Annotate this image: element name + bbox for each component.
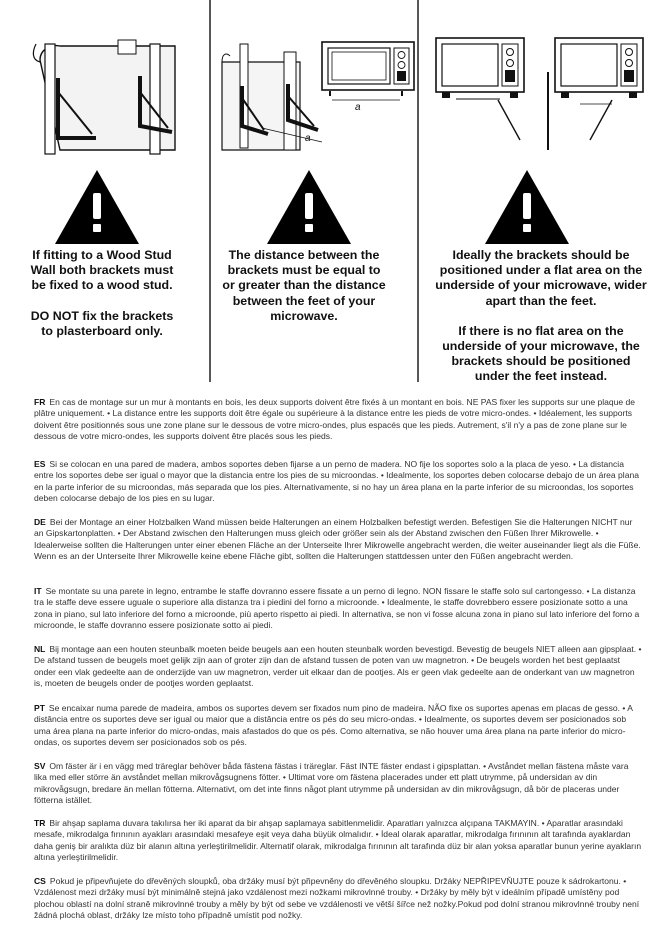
lang-text: Se montate su una parete in legno, entrambe le staffe dovranno essere fissate a un perno di legno. NON fissare le staffe solo sul cartongesso. • La distanza tra le staffe deve essere uguale o superiore alla distanza tra i piedini del forno a microonde. • Idealmente, le staffe dovrebbero essere posizionate sotto a una zona in piano, sul lato inferiore del forno a microonde, più aperto rispetto ai piedi. In alternativa, se non vi fosse alcuna zona in piano sul lato inferiore del forno a microonde, le staffe dovranno essere posizionate sotto ai piedi. bbox=[34, 586, 640, 631]
panel-3-paragraph-2: If there is no flat area on the underside of your microwave, the brackets should be positioned under the feet instead. bbox=[442, 323, 640, 384]
panel-3-paragraph-1: Ideally the brackets should be positioned under a flat area on the underside of your microwave, wider apart than the feet. bbox=[435, 248, 647, 308]
translation-it bbox=[34, 586, 642, 632]
lang-code: SV bbox=[34, 761, 46, 771]
lang-code: ES bbox=[34, 459, 46, 469]
lang-code: DE bbox=[34, 517, 46, 527]
translation-sv bbox=[34, 761, 642, 807]
lang-text: Pokud je připevňujete do dřevěných sloupků, oba držáky musí být připevněny do dřevěného sloupku. Držáky NEPŘIPEVŇUJTE pouze k sádrokartonu. • Vzdálenost mezi držáky musí být minimálně stejná jako vzdálenost mezi nožkami mikrovlnné trouby. • Držáky by měly být v ideálním případě umístěny pod plochou oblastí na dolní straně mikrovlnné trouby a měly by být od sebe ve vzdálenosti ve větší šířce než nožky.Pokud pod dolní stranou mikrovlnné trouby není žádná plochá oblast, držáky lze místo toho případně umístit pod nožky. bbox=[34, 876, 640, 921]
lang-code: TR bbox=[34, 818, 46, 828]
lang-text: Om fäster är i en vägg med träreglar behöver båda fästena fästas i träreglar. Fäst INTE fäster endast i gipsplattan. • Avståndet mellan fästena måste vara lika med eller större än avståndet mellan mikrovågsugnens fötter. • Ultimat vore om fästena placerades under ett platt utrymme, på undersidan av din mikrovågsugn, bredare än mellan fötterna. Alternativt, om det inte finns något plant utrymme på undersidan av din mikrovågsugn, då bör de placeras under fötterna istället. bbox=[34, 761, 629, 806]
panel-1-paragraph-1: If fitting to a Wood Stud Wall both brackets must be fixed to a wood stud. bbox=[30, 248, 174, 293]
lang-code: PT bbox=[34, 703, 45, 713]
wall-stud-illustration bbox=[33, 40, 175, 154]
panel-2-text bbox=[220, 248, 388, 339]
lang-text: Bir ahşap saplama duvara takılırsa her iki aparat da bir ahşap saplamaya sabitlenmelidir. Aparatları yalnızca alçıpana TAKMAYIN. • Aparatlar arasındaki mesafe, mikrodalga fırınının ayakları arasındaki mesafeye eşit veya daha büyük olmalıdır. • İdeal olarak aparatlar, mikrodalga fırınının alt tarafında ayaklardan daha geniş bir aralıkta düz bir alanın altına yerleştirilmelidir. Alternatif olarak, mikrodalga fırınının alt tarafında düz bir alan yoksa aparatlar bunun yerine ayakların altına yerleştirilmelidir. bbox=[34, 818, 642, 863]
translation-pt bbox=[34, 703, 642, 749]
panel-1-text bbox=[30, 248, 174, 354]
lang-text: Bij montage aan een houten steunbalk moeten beide beugels aan een houten steunbalk worden bevestigd. Bevestig de beugels NIET alleen aan gipsplaat. • De afstand tussen de beugels moet gelijk zijn aan of groter zijn dan de afstand tussen de poten van uw magnetron. • De beugels worden het best geplaatst onder een vlak gedeelte aan de onderzijde van uw magnetron, verder uit elkaar dan de pootjes. Als er geen vlak gedeelte aan de onderkant van uw magnetron is, moeten de beugels onder de pootjes worden geplaatst. bbox=[34, 644, 642, 689]
lang-text: Bei der Montage an einer Holzbalken Wand müssen beide Halterungen an einem Holzbalken befestigt werden. Befestigen Sie die Halterungen NICHT nur an Gipskartonplatten. • Der Abstand zwischen den Halterungen muss gleich oder größer sein als der Abstand zwischen den Füßen Ihrer Mikrowelle. • Idealerweise sollten die Halterungen unter einer ebenen Fläche an der Unterseite Ihrer Mikrowelle angebracht werden, die weiter auseinander liegt als die Füße. Wenn es an der Unterseite Ihrer Mikrowelle keine ebene Fläche gibt, sollten die Halterungen stattdessen unter den Füßen angebracht werden. bbox=[34, 517, 641, 562]
distance-illustration bbox=[222, 42, 414, 150]
lang-code: NL bbox=[34, 644, 46, 654]
translation-es bbox=[34, 459, 642, 505]
lang-code: IT bbox=[34, 586, 42, 596]
svg-text:a: a bbox=[305, 133, 311, 144]
exclamation-icons bbox=[93, 193, 531, 232]
translation-fr bbox=[34, 397, 642, 443]
panel-3-text bbox=[434, 248, 648, 400]
lang-code: CS bbox=[34, 876, 46, 886]
bracket-position-illustration bbox=[436, 38, 643, 150]
panel-1-paragraph-2: DO NOT fix the brackets to plasterboard only. bbox=[30, 308, 174, 338]
translation-cs bbox=[34, 876, 642, 922]
translation-nl bbox=[34, 644, 642, 690]
lang-code: FR bbox=[34, 397, 46, 407]
svg-text:a: a bbox=[355, 102, 361, 113]
lang-text: En cas de montage sur un mur à montants en bois, les deux supports doivent être fixés à un montant en bois. NE PAS fixer les supports sur une plaque de plâtre uniquement. • La distance entre les supports doit être égale ou supérieure à la distance entre les pieds de votre micro-ondes. • Idéalement, les supports doivent être positionnés sous une zone plane sur le dessous de votre micro-ondes, plus espacés que les pieds. Autrement, s'il n'y a pas de zone plane sur le dessous de votre micro-ondes, les supports doivent être placés sous les pieds. bbox=[34, 397, 636, 442]
panel-2-paragraph-1: The distance between the brackets must be equal to or greater than the distance between the feet of your microwave. bbox=[222, 248, 386, 323]
lang-text: Si se colocan en una pared de madera, ambos soportes deben fijarse a un perno de madera. NO fije los soportes solo a la placa de yeso. • La distancia entre los soportes debe ser igual o mayor que la distancia entre los pies de su microondas. • Idealmente, los soportes deben colocarse debajo de un área plana en la parte inferior de su microondas, más separada que los pies. Alternativamente, si no hay un área plana en la parte inferior de su microondas, los soportes deben colocarse debajo de los pies en su lugar. bbox=[34, 459, 639, 504]
lang-text: Se encaixar numa parede de madeira, ambos os suportes devem ser fixados num pino de madeira. NÃO fixe os suportes apenas em placas de gesso. • A distância entre os suportes deve ser igual ou maior que a distância entre os pés do seu micro-ondas. • Idealmente, os suportes devem ser posicionados sob uma área plana na parte inferior do micro-ondas, mais afastados do que os pés. Como alternativa, se não houver uma área plana na parte inferior do micro-ondas, os suportes devem ser posicionados sob os pés. bbox=[34, 703, 633, 748]
translation-de bbox=[34, 517, 642, 563]
translation-tr bbox=[34, 818, 642, 864]
